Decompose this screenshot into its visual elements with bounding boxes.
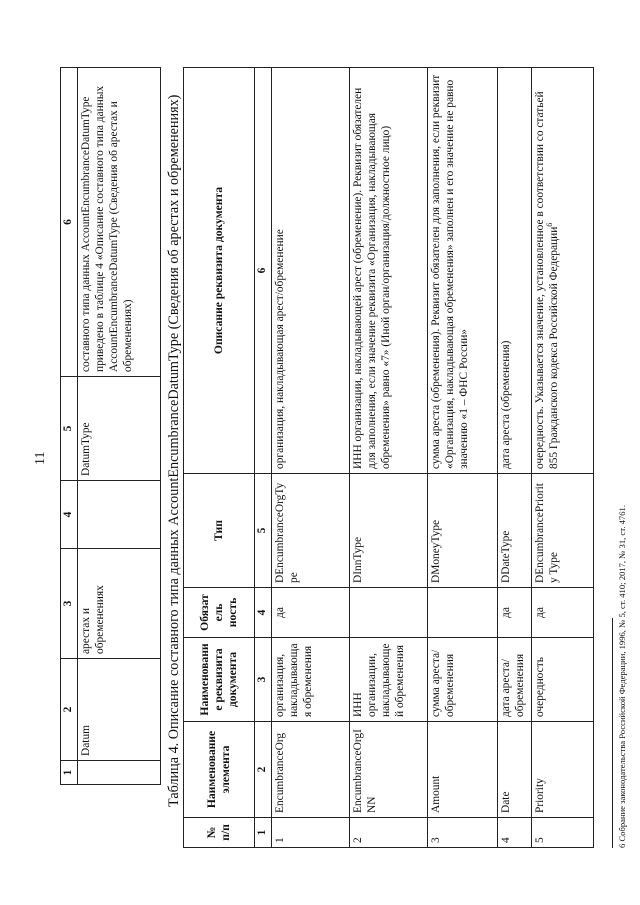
col-number: 6 xyxy=(61,68,78,377)
col-number: 6 xyxy=(255,68,272,474)
col-number: 1 xyxy=(255,818,272,848)
table-row xyxy=(532,68,594,848)
column-number-row xyxy=(255,68,272,848)
cell-type: DatumType xyxy=(78,377,161,481)
cell-number: 5 xyxy=(532,818,594,848)
col-number: 2 xyxy=(61,659,78,761)
cell-required xyxy=(428,588,498,638)
col-number: 2 xyxy=(255,722,272,818)
table-row xyxy=(272,68,350,848)
previous-table-continuation xyxy=(60,67,161,785)
header-cell: Тип xyxy=(184,474,255,588)
footnote xyxy=(617,67,627,848)
table-title: Таблица 4. Описание составного типа данных AccountEncumbranceDatumType (Сведения об арестах и обременениях) xyxy=(166,94,182,807)
cell-description: ИНН организации, накладывающей арест (обременение). Реквизит обязателен для заполнения, если значение реквизита «Организация, накладывающая обременения» равно «7» (Иной орган/организация/должностное лицо) xyxy=(350,68,428,474)
col-number: 4 xyxy=(61,481,78,549)
header-cell: Наименование элемента xyxy=(184,722,255,818)
cell-type: DInnType xyxy=(350,474,428,588)
col-number: 4 xyxy=(255,588,272,638)
cell-required: да xyxy=(272,588,350,638)
cell-required: да xyxy=(532,588,594,638)
cell-name: организация, накладывающая обременения xyxy=(272,638,350,722)
cell-number: 1 xyxy=(272,818,350,848)
cell-type: DEncumbranceOrgType xyxy=(272,474,350,588)
cell-description: сумма ареста (обременения). Реквизит обязателен для заполнения, если реквизит «Организация, накладывающая обременения» заполнен и его значение не равно значению «1 – ФНС России» xyxy=(428,68,498,474)
cell-name: сумма ареста/обременения xyxy=(428,638,498,722)
col-number: 5 xyxy=(255,474,272,588)
table-4 xyxy=(183,67,594,848)
header-cell: Обязатель ность xyxy=(184,588,255,638)
cell-name: очередность xyxy=(532,638,594,722)
cell-number: 2 xyxy=(350,818,428,848)
col-number: 5 xyxy=(61,377,78,481)
cell-description: дата ареста (обременения) xyxy=(498,68,532,474)
cell-number: 3 xyxy=(428,818,498,848)
footnote-text: Собрание законодательства Российской Федерации, 1996, № 5, ст. 410; 2017, № 31, ст. 4761. xyxy=(617,505,627,842)
header-row xyxy=(184,68,255,848)
footnote-reference[interactable]: 6 xyxy=(545,222,555,227)
cell-element: Datum xyxy=(78,659,161,761)
header-cell: № п/п xyxy=(184,818,255,848)
cell-name: дата ареста/обременения xyxy=(498,638,532,722)
col-number: 1 xyxy=(61,761,78,785)
cell-name: арестах и обременениях xyxy=(78,549,161,659)
footnote-divider xyxy=(612,618,613,848)
cell-type: DDateType xyxy=(498,474,532,588)
cell-element: EncumbranceOrg xyxy=(272,722,350,818)
col-number: 3 xyxy=(61,549,78,659)
cell-element: Priority xyxy=(532,722,594,818)
cell-required xyxy=(78,481,161,549)
table-row xyxy=(350,68,428,848)
description-text: очередность. Указывается значение, установленное в соответствии со статьей 855 Гражданского кодекса Российской Федерации xyxy=(534,91,560,469)
cell-number: 4 xyxy=(498,818,532,848)
footnote-mark: 6 xyxy=(617,843,627,848)
header-cell: Наименование реквизита документа xyxy=(184,638,255,722)
cell-name: ИНН организации, накладывающей обременения xyxy=(350,638,428,722)
cell-description: организация, накладывающая арест/обременение xyxy=(272,68,350,474)
cell-element: Amount xyxy=(428,722,498,818)
cell-number xyxy=(78,761,161,785)
cell-element: EncumbranceOrgINN xyxy=(350,722,428,818)
cell-element: Date xyxy=(498,722,532,818)
cell-type: DMoneyType xyxy=(428,474,498,588)
cell-type: DEncumbrancePriority Type xyxy=(532,474,594,588)
cell-description: составного типа данных AccountEncumbranceDatumType приведено в таблице 4 «Описание составного типа данных AccountEncumbranceDatumType (Сведения об арестах и обременениях) xyxy=(78,68,161,377)
table-row xyxy=(428,68,498,848)
cell-required xyxy=(350,588,428,638)
table-row xyxy=(78,68,161,785)
cell-required: да xyxy=(498,588,532,638)
header-cell: Описание реквизита документа xyxy=(184,68,255,474)
column-number-row xyxy=(61,68,78,785)
col-number: 3 xyxy=(255,638,272,722)
table-row xyxy=(498,68,532,848)
cell-description xyxy=(532,68,594,474)
page-number: 11 xyxy=(33,451,48,465)
